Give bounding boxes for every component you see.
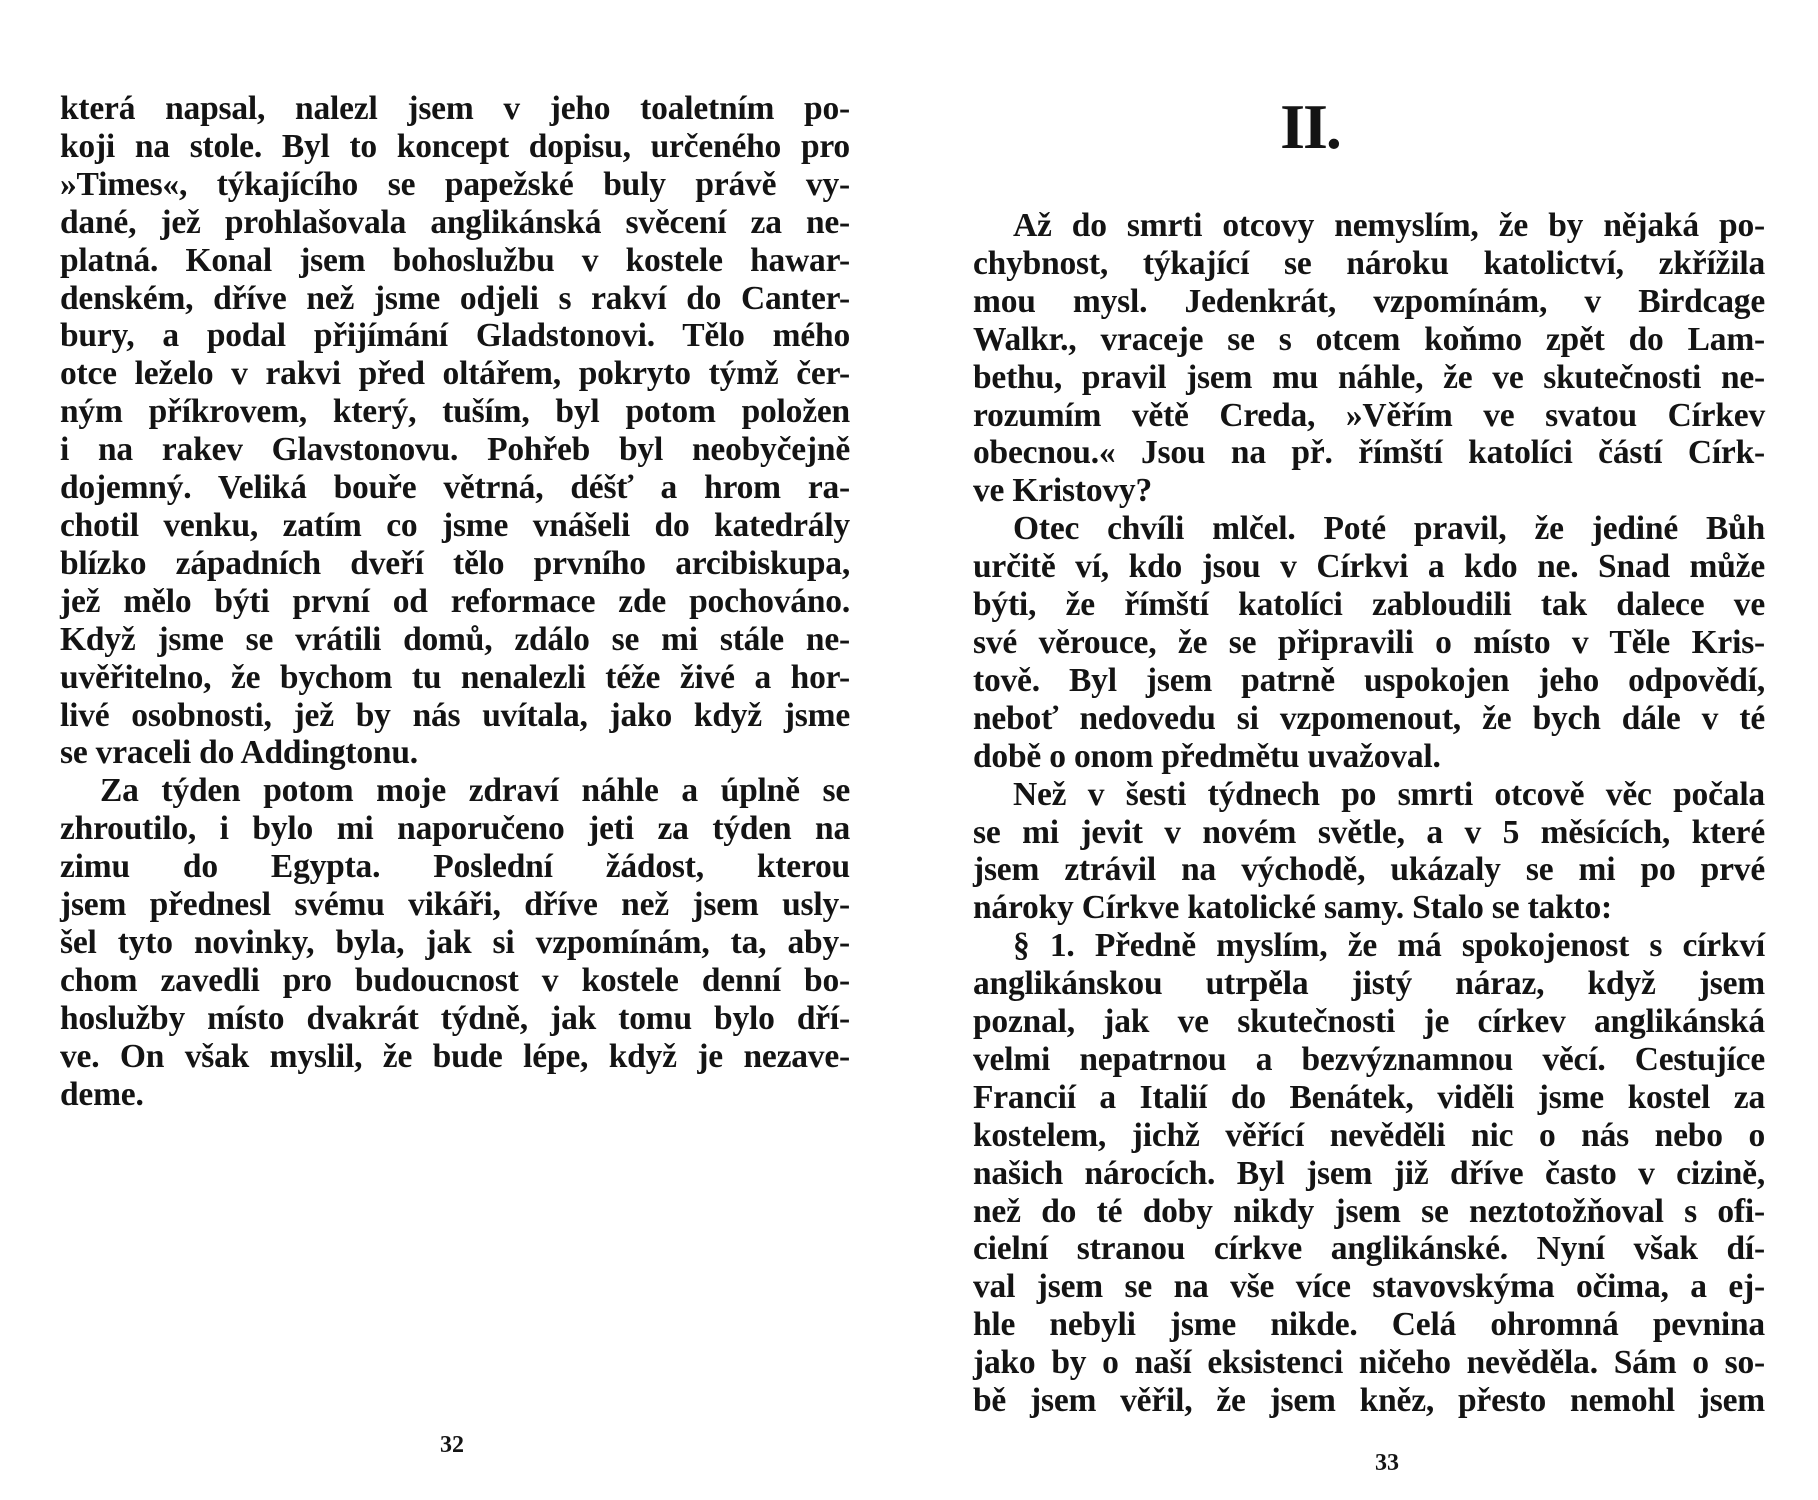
text-line: zhroutilo, i bylo mi naporučeno jeti za týden na bbox=[60, 810, 850, 848]
text-line: hle nebyli jsme nikde. Celá ohromná pevnina bbox=[973, 1306, 1765, 1344]
text-line: bethu, pravil jsem mu náhle, že ve skutečnosti ne- bbox=[973, 358, 1765, 396]
text-line: platná. Konal jsem bohoslužbu v kostele hawar- bbox=[60, 241, 850, 279]
text-line: ve. On však myslil, že bude lépe, když je nezave- bbox=[60, 1037, 850, 1075]
text-line: zimu do Egypta. Poslední žádost, kterou bbox=[60, 848, 850, 886]
text-line: »Times«, týkajícího se papežské buly právě vy- bbox=[60, 165, 850, 203]
text-line: jsem ztrávil na východě, ukázaly se mi po prvé bbox=[973, 851, 1765, 889]
text-line: blízko západních dveří tělo prvního arcibiskupa, bbox=[60, 544, 850, 582]
text-line: anglikánskou utrpěla jistý náraz, když jsem bbox=[973, 965, 1765, 1003]
text-line: době o onom předmětu uvažoval. bbox=[973, 737, 1441, 775]
text-line: určitě ví, kdo jsou v Církvi a kdo ne. Snad může bbox=[973, 548, 1765, 586]
text-line: dané, jež prohlašovala anglikánská svěcení za ne- bbox=[60, 203, 850, 241]
text-line: poznal, jak ve skutečnosti je církev anglikánská bbox=[973, 1003, 1765, 1041]
text-line: jsem přednesl svému vikáři, dříve než jsem usly- bbox=[60, 886, 850, 924]
text-line: chotil venku, zatím co jsme vnášeli do katedrály bbox=[60, 506, 850, 544]
text-line: Otec chvíli mlčel. Poté pravil, že jediné Bůh bbox=[1013, 510, 1765, 548]
text-line: neboť nedovedu si vzpomenout, že bych dále v té bbox=[973, 699, 1765, 737]
text-line: livé osobnosti, jež by nás uvítala, jako když jsme bbox=[60, 696, 850, 734]
text-line: se mi jevit v novém světle, a v 5 měsících, které bbox=[973, 813, 1765, 851]
text-line: nároky Církve katolické samy. Stalo se takto: bbox=[973, 889, 1612, 927]
text-line: § 1. Předně myslím, že má spokojenost s církví bbox=[1013, 927, 1765, 965]
text-line: cielní stranou církve anglikánské. Nyní však dí- bbox=[973, 1230, 1765, 1268]
text-line: bury, a podal přijímání Gladstonovi. Tělo mého bbox=[60, 317, 850, 355]
text-line: bě jsem věřil, že jsem kněz, přesto nemohl jsem bbox=[973, 1382, 1765, 1420]
text-line: denském, dříve než jsme odjeli s rakví do Canter- bbox=[60, 279, 850, 317]
text-line: mou mysl. Jedenkrát, vzpomínám, v Birdcage bbox=[973, 282, 1765, 320]
text-line: kostelem, jichž věřící nevěděli nic o nás nebo o bbox=[973, 1116, 1765, 1154]
left-page-body bbox=[60, 90, 850, 1113]
text-line: deme. bbox=[60, 1075, 144, 1113]
text-line: chybnost, týkající se nároku katolictví, zkřížila bbox=[973, 244, 1765, 282]
right-page bbox=[909, 0, 1818, 1500]
text-line: dojemný. Veliká bouře větrná, déšť a hrom ra- bbox=[60, 469, 850, 507]
chapter-heading: II. bbox=[1280, 91, 1340, 162]
text-line: šel tyto novinky, byla, jak si vzpomínám, ta, aby- bbox=[60, 923, 850, 961]
text-line: chom zavedli pro budoucnost v kostele denní bo- bbox=[60, 961, 850, 999]
text-line: své věrouce, že se připravili o místo v Těle Kris- bbox=[973, 623, 1765, 661]
text-line: jako by o naší eksistenci ničeho nevěděla. Sám o so- bbox=[973, 1344, 1765, 1382]
text-line: ve Kristovy? bbox=[973, 472, 1153, 510]
text-line: obecnou.« Jsou na př. římští katolíci částí Círk- bbox=[973, 434, 1765, 472]
text-line: val jsem se na vše více stavovskýma očima, a ej- bbox=[973, 1268, 1765, 1306]
text-line: našich nárocích. Byl jsem již dříve často v cizině, bbox=[973, 1154, 1765, 1192]
text-line: jež mělo býti první od reformace zde pochováno. bbox=[60, 582, 850, 620]
right-page-number: 33 bbox=[1375, 1450, 1399, 1476]
text-line: uvěřitelno, že bychom tu nenalezli téže živé a hor- bbox=[60, 658, 850, 696]
text-line: velmi nepatrnou a bezvýznamnou věcí. Cestujíce bbox=[973, 1040, 1765, 1078]
text-line: než do té doby nikdy jsem se neztotožňoval s ofi- bbox=[973, 1192, 1765, 1230]
text-line: Než v šesti týdnech po smrti otcově věc počala bbox=[1013, 775, 1765, 813]
text-line: otce leželo v rakvi před oltářem, pokryto týmž čer- bbox=[60, 355, 850, 393]
text-line: tově. Byl jsem patrně uspokojen jeho odpovědí, bbox=[973, 661, 1765, 699]
text-line: i na rakev Glavstonovu. Pohřeb byl neobyčejně bbox=[60, 431, 850, 469]
text-line: ným příkrovem, který, tuším, byl potom položen bbox=[60, 393, 850, 431]
text-line: býti, že římští katolíci zabloudili tak dalece ve bbox=[973, 586, 1765, 624]
text-line: Až do smrti otcovy nemyslím, že by nějaká po- bbox=[1013, 207, 1765, 244]
text-line: která napsal, nalezl jsem v jeho toaletním po- bbox=[60, 90, 850, 127]
left-page-number: 32 bbox=[440, 1432, 464, 1458]
text-line: Francií a Italií do Benátek, viděli jsme kostel za bbox=[973, 1078, 1765, 1116]
text-line: Za týden potom moje zdraví náhle a úplně se bbox=[100, 772, 850, 810]
text-line: Walkr., vraceje se s otcem koňmo zpět do Lam- bbox=[973, 320, 1765, 358]
text-line: se vraceli do Addingtonu. bbox=[60, 734, 418, 772]
text-line: Když jsme se vrátili domů, zdálo se mi stále ne- bbox=[60, 620, 850, 658]
text-line: rozumím větě Creda, »Věřím ve svatou Církev bbox=[973, 396, 1765, 434]
right-page-body bbox=[973, 207, 1765, 1420]
text-line: hoslužby místo dvakrát týdně, jak tomu bylo dří- bbox=[60, 999, 850, 1037]
text-line: koji na stole. Byl to koncept dopisu, určeného pro bbox=[60, 127, 850, 165]
